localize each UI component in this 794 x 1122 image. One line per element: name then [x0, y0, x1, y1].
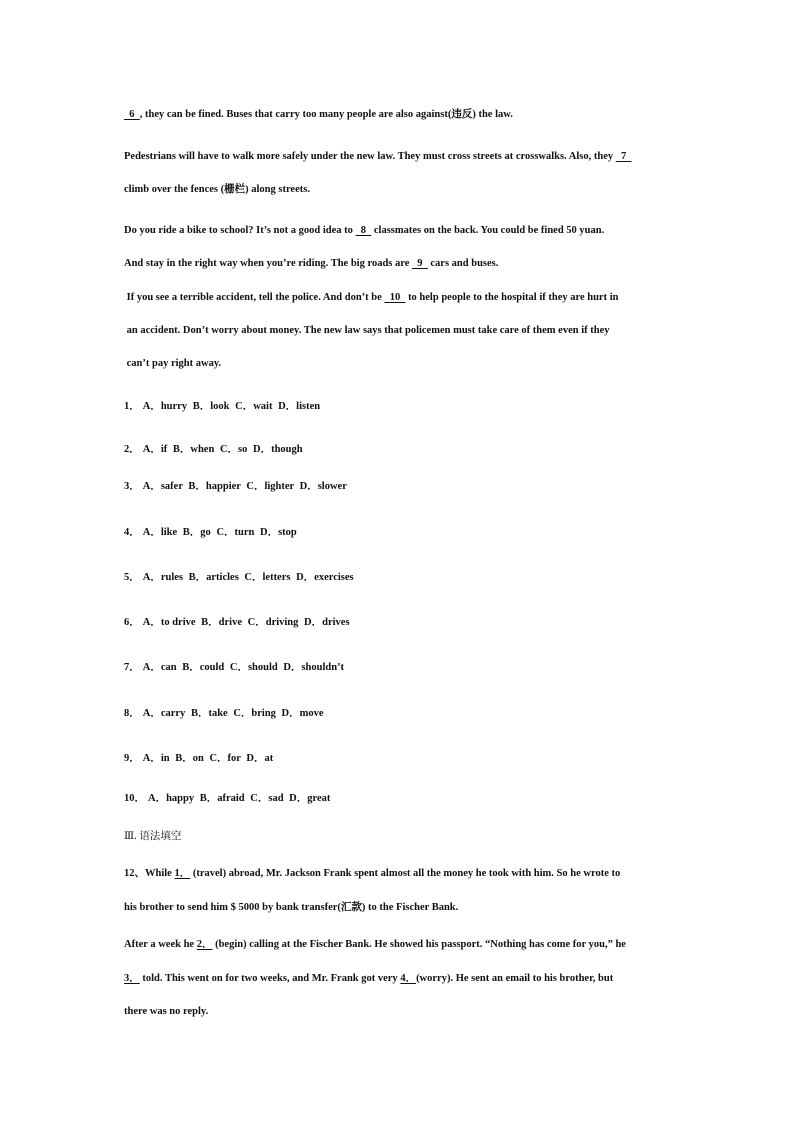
passage-text: cars and buses. — [427, 258, 499, 269]
option-c: C．driving — [247, 617, 299, 628]
question-9 — [124, 752, 273, 766]
passage-text: And stay in the right way when you’re riding. The big roads are — [124, 258, 413, 269]
passage-text: climb over the fences (栅栏) along streets. — [124, 184, 310, 195]
question-number: 3． — [124, 481, 140, 492]
question-number: 6． — [124, 617, 140, 628]
passage-text: Pedestrians will have to walk more safely under the new law. They must cross streets at crosswalks. Also, they — [124, 151, 616, 162]
question-1 — [124, 400, 320, 414]
option-d: D．move — [281, 708, 324, 719]
option-c: C．turn — [216, 527, 255, 538]
grammar-text: his brother to send him $ 5000 by bank transfer(汇款) to the Fischer Bank. — [124, 902, 459, 913]
option-c: C．lighter — [246, 481, 295, 492]
passage-line-2 — [124, 150, 632, 164]
grammar-line-4 — [124, 972, 613, 986]
option-d: D．great — [289, 793, 331, 804]
option-c: C．bring — [233, 708, 276, 719]
question-number: 9． — [124, 753, 140, 764]
option-d: D．slower — [299, 481, 347, 492]
option-d: D．drives — [304, 617, 350, 628]
option-b: B．happier — [188, 481, 241, 492]
grammar-text: 12、While — [124, 868, 175, 879]
option-c: C．letters — [244, 572, 291, 583]
option-a: A．if — [142, 444, 168, 455]
grammar-text: (travel) abroad, Mr. Jackson Frank spent almost all the money he took with him. So he wrote to — [190, 868, 621, 879]
section-heading — [124, 830, 181, 844]
grammar-blank-3: 3． — [124, 973, 140, 984]
option-c: C．sad — [250, 793, 284, 804]
grammar-text: (begin) calling at the Fischer Bank. He showed his passport. “Nothing has come for you,” he — [212, 939, 626, 950]
grammar-blank-2: 2． — [196, 939, 213, 950]
option-b: B．drive — [201, 617, 243, 628]
option-b: B．when — [172, 444, 215, 455]
passage-text: an accident. Don’t worry about money. The new law says that policemen must take care of them even if they — [124, 325, 610, 336]
question-6 — [124, 616, 350, 630]
question-number: 8． — [124, 708, 140, 719]
option-b: B．could — [182, 662, 225, 673]
passage-text: If you see a terrible accident, tell the police. And don’t be — [124, 292, 385, 303]
option-a: A．can — [142, 662, 177, 673]
passage-text: Do you ride a bike to school? It’s not a good idea to — [124, 225, 356, 236]
option-d: D．stop — [259, 527, 297, 538]
passage-text: classmates on the back. You could be fined 50 yuan. — [371, 225, 605, 236]
option-d: D．at — [246, 753, 274, 764]
option-a: A．hurry — [142, 401, 188, 412]
grammar-text: After a week he — [124, 939, 197, 950]
passage-line-7 — [124, 324, 610, 338]
option-a: A．rules — [142, 572, 183, 583]
option-d: D．though — [252, 444, 303, 455]
option-c: C．should — [229, 662, 278, 673]
option-b: B．articles — [188, 572, 239, 583]
grammar-blank-1: 1． — [174, 868, 191, 879]
question-number: 4． — [124, 527, 140, 538]
passage-line-6 — [124, 291, 618, 305]
blank-9: 9 — [412, 258, 428, 269]
option-a: A．like — [142, 527, 178, 538]
option-a: A．carry — [142, 708, 186, 719]
grammar-text: told. This went on for two weeks, and Mr. Frank got very — [139, 973, 401, 984]
option-c: C．so — [219, 444, 248, 455]
option-a: A．to drive — [142, 617, 196, 628]
question-number: 2． — [124, 444, 140, 455]
grammar-text: (worry). He sent an email to his brother, but — [416, 973, 614, 984]
option-c: C．wait — [235, 401, 273, 412]
passage-line-8 — [124, 357, 221, 371]
option-b: B．go — [182, 527, 211, 538]
blank-10: 10 — [384, 292, 406, 303]
option-a: A．happy — [148, 793, 195, 804]
blank-6: 6 — [124, 109, 140, 120]
grammar-text: there was no reply. — [124, 1006, 209, 1017]
option-c: C．for — [209, 753, 241, 764]
option-b: B．take — [190, 708, 228, 719]
blank-8: 8 — [355, 225, 372, 236]
passage-text: , they can be fined. Buses that carry too many people are also against(违反) the law. — [139, 109, 513, 120]
section-title: Ⅲ. 语法填空 — [124, 831, 182, 842]
passage-line-3 — [124, 183, 310, 197]
question-number: 10． — [124, 793, 145, 804]
question-number: 1． — [124, 401, 140, 412]
question-2 — [124, 443, 303, 457]
option-b: B．on — [175, 753, 204, 764]
grammar-line-5 — [124, 1005, 208, 1019]
grammar-blank-4: 4． — [400, 973, 417, 984]
option-b: B．look — [192, 401, 230, 412]
option-a: A．safer — [142, 481, 183, 492]
question-number: 7． — [124, 662, 140, 673]
passage-line-5 — [124, 257, 498, 271]
passage-line-1 — [124, 108, 513, 122]
passage-line-4 — [124, 224, 604, 238]
question-4 — [124, 526, 297, 540]
option-d: D．listen — [278, 401, 321, 412]
passage-text: can’t pay right away. — [124, 358, 222, 369]
option-d: D．shouldn’t — [283, 662, 345, 673]
grammar-line-3 — [124, 938, 626, 952]
question-10 — [124, 792, 330, 806]
option-d: D．exercises — [296, 572, 354, 583]
blank-7: 7 — [615, 151, 632, 162]
passage-text: to help people to the hospital if they are hurt in — [405, 292, 619, 303]
option-b: B．afraid — [199, 793, 245, 804]
question-7 — [124, 661, 344, 675]
question-5 — [124, 571, 354, 585]
question-3 — [124, 480, 347, 494]
option-a: A．in — [142, 753, 170, 764]
grammar-line-2 — [124, 901, 458, 915]
grammar-line-1 — [124, 867, 620, 881]
question-number: 5． — [124, 572, 140, 583]
question-8 — [124, 707, 324, 721]
